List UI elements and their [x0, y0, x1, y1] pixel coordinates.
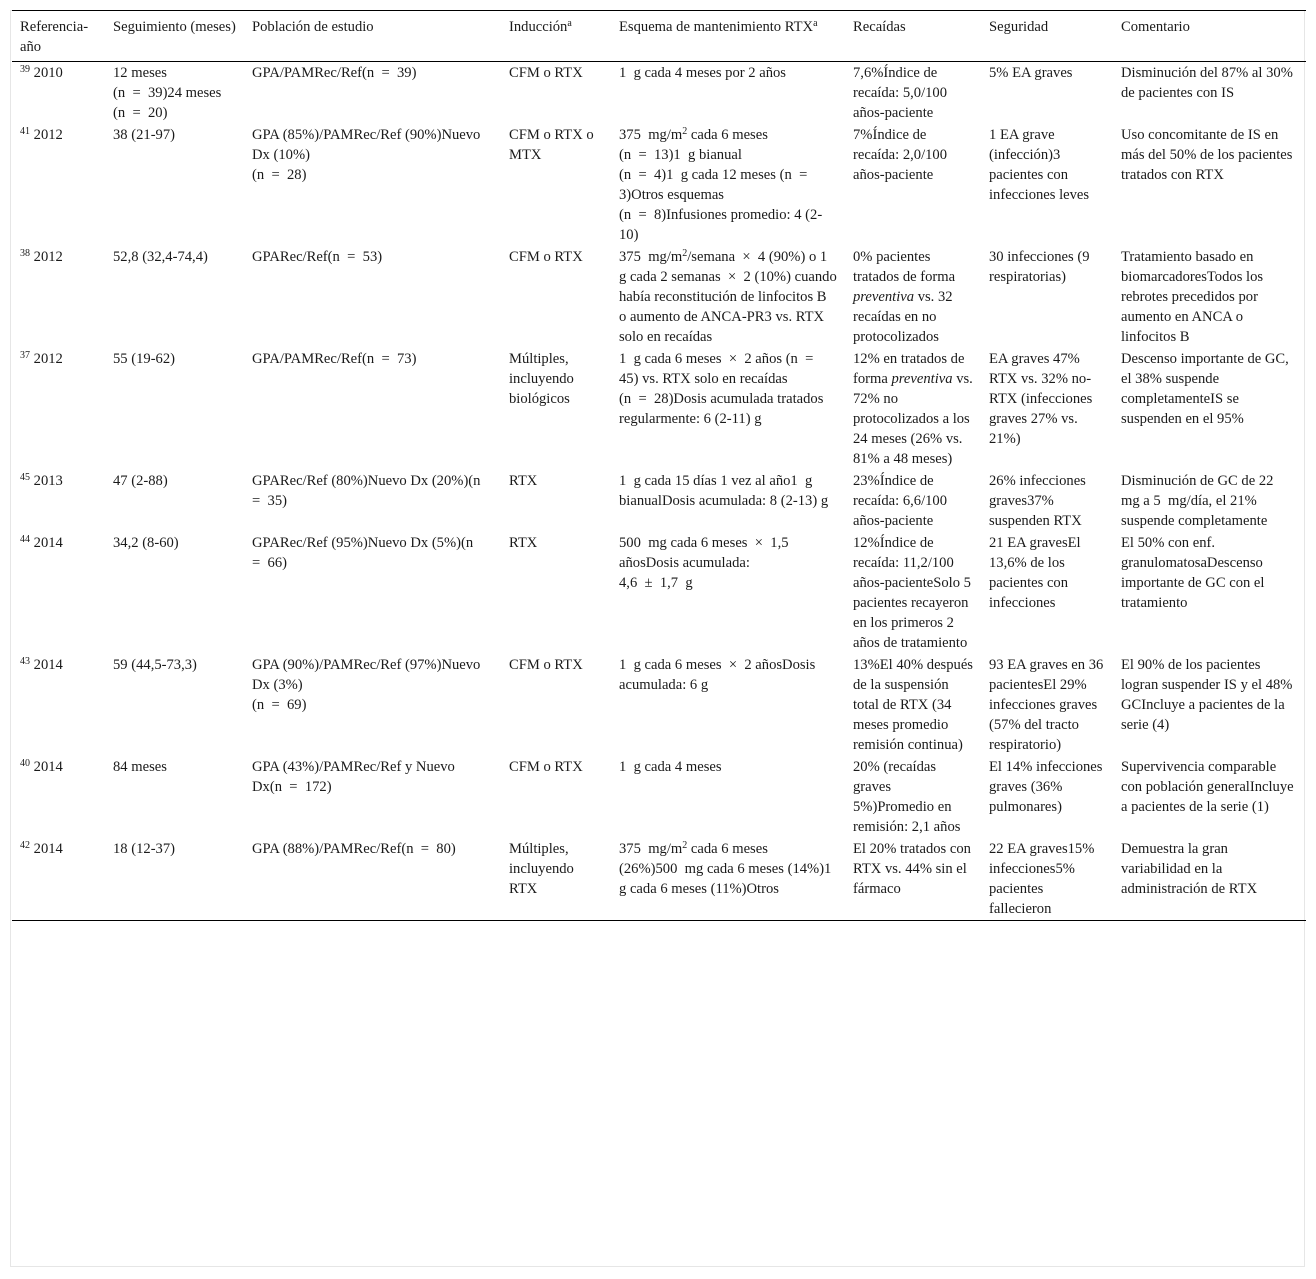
table-row — [12, 756, 1306, 838]
cell-ref — [12, 124, 105, 246]
col-header-population: Población de estudio — [252, 19, 374, 35]
ref-number: 38 — [20, 248, 30, 259]
superscript: 2 — [682, 840, 688, 851]
table-body — [12, 62, 1306, 921]
scheme-text: 375 mg/m — [619, 841, 683, 857]
cell-induction: CFM o RTX — [509, 249, 583, 265]
ref-number: 44 — [20, 534, 30, 545]
relapses-text-cont: vs. 72% no protocolizados a los 24 meses (26% vs. 81% a 48 meses) — [853, 371, 973, 467]
cell-population: GPARec/Ref(n = 53) — [252, 249, 383, 265]
cell-ref — [12, 470, 105, 532]
cell-comment: Tratamiento basado en biomarcadoresTodos los rebrotes precedidos por aumento en ANCA o linfocitos B — [1121, 249, 1264, 345]
cell-relapses — [845, 654, 981, 756]
cell-induction: Múltiples, incluyendo RTX — [509, 841, 574, 897]
cell-induction: Múltiples, incluyendo biológicos — [509, 351, 574, 407]
scheme-text: 1 g cada 4 meses — [619, 759, 722, 775]
relapses-text: 13%El 40% después de la suspensión total de RTX (34 meses promedio remisión continua) — [853, 657, 973, 753]
cell-relapses — [845, 838, 981, 921]
cell-relapses — [845, 124, 981, 246]
ref-number: 41 — [20, 126, 30, 137]
ref-year: 2010 — [33, 65, 63, 81]
relapses-text: 23%Índice de recaída: 6,6/100 años-paciente — [853, 473, 948, 529]
ref-year: 2013 — [33, 473, 63, 489]
cell-scheme — [611, 654, 845, 756]
cell-safety: EA graves 47% RTX vs. 32% no-RTX (infecciones graves 27% vs. 21%) — [989, 351, 1093, 447]
cell-population: GPA (85%)/PAMRec/Ref (90%)Nuevo Dx (10%) (n = 28) — [252, 127, 481, 183]
relapses-text: El 20% tratados con RTX vs. 44% sin el fármaco — [853, 841, 971, 897]
cell-followup: 55 (19-62) — [113, 351, 176, 367]
cell-followup: 18 (12-37) — [113, 841, 176, 857]
col-header-scheme — [611, 11, 845, 62]
relapses-text: 0% pacientes tratados de forma — [853, 249, 956, 285]
ref-number: 40 — [20, 758, 30, 769]
cell-relapses — [845, 756, 981, 838]
cell-comment: Demuestra la gran variabilidad en la administración de RTX — [1121, 841, 1258, 897]
cell-population: GPARec/Ref (95%)Nuevo Dx (5%)(n = 66) — [252, 535, 481, 571]
col-header-ref: Referencia-año — [20, 19, 89, 55]
cell-comment: Disminución de GC de 22 mg a 5 mg/día, el 21% suspende completamente — [1121, 473, 1281, 529]
cell-scheme — [611, 62, 845, 125]
cell-safety: 21 EA gravesEl 13,6% de los pacientes con infecciones — [989, 535, 1081, 611]
cell-population: GPA (90%)/PAMRec/Ref (97%)Nuevo Dx (3%) (n = 69) — [252, 657, 481, 713]
footnote-marker: a — [567, 18, 572, 29]
relapses-text: 7,6%Índice de recaída: 5,0/100 años-paciente — [853, 65, 948, 121]
table-row — [12, 124, 1306, 246]
cell-ref — [12, 532, 105, 654]
cell-induction: CFM o RTX o MTX — [509, 127, 594, 163]
scheme-text: 1 g cada 4 meses por 2 años — [619, 65, 786, 81]
relapses-text-cont: vs. 32 recaídas en no protocolizados — [853, 289, 953, 345]
cell-comment: El 50% con enf. granulomatosaDescenso importante de GC con el tratamiento — [1121, 535, 1265, 611]
cell-safety: 93 EA graves en 36 pacientesEl 29% infecciones graves (57% del tracto respiratorio) — [989, 657, 1104, 753]
table-row — [12, 838, 1306, 921]
relapses-text: 12% en tratados de forma — [853, 351, 965, 387]
scheme-text: 375 mg/m — [619, 249, 683, 265]
cell-population: GPA/PAMRec/Ref(n = 73) — [252, 351, 417, 367]
cell-safety: 5% EA graves — [989, 65, 1073, 81]
ref-year: 2014 — [33, 535, 63, 551]
ref-year: 2014 — [33, 657, 63, 673]
ref-year: 2014 — [33, 759, 63, 775]
col-header-relapses: Recaídas — [853, 19, 906, 35]
footnote-marker: a — [813, 18, 818, 29]
cell-followup: 59 (44,5-73,3) — [113, 657, 197, 673]
ref-number: 45 — [20, 472, 30, 483]
cell-relapses — [845, 62, 981, 125]
table-row — [12, 654, 1306, 756]
ref-year: 2014 — [33, 841, 63, 857]
table-row — [12, 532, 1306, 654]
cell-induction: CFM o RTX — [509, 65, 583, 81]
cell-relapses — [845, 532, 981, 654]
cell-comment: Uso concomitante de IS en más del 50% de los pacientes tratados con RTX — [1121, 127, 1293, 183]
scheme-text-cont: cada 6 meses (n = 13)1 g bianual (n = 4)1 g cada 12 meses (n = 3)Otros esquemas (n = 8)Infusiones promedio: 4 (2-10) — [619, 127, 823, 243]
col-header-comment: Comentario — [1121, 19, 1190, 35]
cell-induction: CFM o RTX — [509, 657, 583, 673]
cell-ref — [12, 756, 105, 838]
scheme-text: 1 g cada 15 días 1 vez al año1 g bianualDosis acumulada: 8 (2-13) g — [619, 473, 829, 509]
cell-followup: 12 meses (n = 39)24 meses (n = 20) — [113, 65, 222, 121]
relapses-text: 20% (recaídas graves 5%)Promedio en remisión: 2,1 años — [853, 759, 961, 835]
cell-scheme — [611, 246, 845, 348]
cell-scheme — [611, 348, 845, 470]
superscript: 2 — [682, 126, 688, 137]
cell-comment: Descenso importante de GC, el 38% suspende completamenteIS se suspenden en el 95% — [1121, 351, 1289, 427]
cell-comment: El 90% de los pacientes logran suspender IS y el 48% GCIncluye a pacientes de la serie (4) — [1121, 657, 1293, 733]
cell-population: GPA (43%)/PAMRec/Ref y Nuevo Dx(n = 172) — [252, 759, 455, 795]
cell-population: GPA/PAMRec/Ref(n = 39) — [252, 65, 417, 81]
cell-safety: 30 infecciones (9 respiratorias) — [989, 249, 1090, 285]
relapses-emphasis: preventiva — [853, 289, 915, 305]
cell-scheme — [611, 470, 845, 532]
table-row — [12, 470, 1306, 532]
ref-number: 37 — [20, 350, 30, 361]
cell-safety: El 14% infecciones graves (36% pulmonares) — [989, 759, 1103, 815]
cell-scheme — [611, 756, 845, 838]
cell-population: GPA (88%)/PAMRec/Ref(n = 80) — [252, 841, 456, 857]
cell-scheme — [611, 532, 845, 654]
cell-induction: CFM o RTX — [509, 759, 583, 775]
cell-followup: 38 (21-97) — [113, 127, 176, 143]
table-row — [12, 62, 1306, 125]
cell-safety: 26% infecciones graves37% suspenden RTX — [989, 473, 1086, 529]
relapses-text: 12%Índice de recaída: 11,2/100 años-pacienteSolo 5 pacientes recayeron en los primeros 2 años de tratamiento — [853, 535, 971, 651]
cell-induction: RTX — [509, 535, 538, 551]
cell-comment: Supervivencia comparable con población generalIncluye a pacientes de la serie (1) — [1121, 759, 1294, 815]
scheme-text: 375 mg/m — [619, 127, 683, 143]
relapses-text: 7%Índice de recaída: 2,0/100 años-paciente — [853, 127, 948, 183]
cell-safety: 1 EA grave (infección)3 pacientes con infecciones leves — [989, 127, 1090, 203]
ref-number: 39 — [20, 64, 30, 75]
cell-scheme — [611, 124, 845, 246]
table-row — [12, 246, 1306, 348]
cell-ref — [12, 62, 105, 125]
rituximab-maintenance-table — [12, 10, 1306, 921]
ref-number: 42 — [20, 840, 30, 851]
cell-followup: 47 (2-88) — [113, 473, 168, 489]
ref-year: 2012 — [33, 249, 63, 265]
cell-relapses — [845, 348, 981, 470]
cell-ref — [12, 246, 105, 348]
scheme-text: 1 g cada 6 meses × 2 añosDosis acumulada: 6 g — [619, 657, 816, 693]
cell-followup: 84 meses — [113, 759, 167, 775]
scheme-text-cont: cada 6 meses (26%)500 mg cada 6 meses (14%)1 g cada 6 meses (11%)Otros — [619, 841, 832, 897]
col-header-induction — [501, 11, 611, 62]
cell-followup: 52,8 (32,4-74,4) — [113, 249, 208, 265]
col-header-followup: Seguimiento (meses) — [113, 19, 236, 35]
cell-population: GPARec/Ref (80%)Nuevo Dx (20%)(n = 35) — [252, 473, 488, 509]
cell-relapses — [845, 470, 981, 532]
col-header-safety: Seguridad — [989, 19, 1049, 35]
cell-ref — [12, 654, 105, 756]
cell-comment: Disminución del 87% al 30% de pacientes con IS — [1121, 65, 1293, 101]
cell-followup: 34,2 (8-60) — [113, 535, 179, 551]
cell-relapses — [845, 246, 981, 348]
scheme-label: Esquema de mantenimiento RTX — [619, 19, 814, 35]
relapses-emphasis: preventiva — [891, 371, 953, 387]
table-row — [12, 348, 1306, 470]
ref-year: 2012 — [33, 127, 63, 143]
scheme-text-cont: /semana × 4 (90%) o 1 g cada 2 semanas × 2 (10%) cuando había reconstitución de linfocitos B o aumento de ANCA-PR3 vs. RTX solo en recaídas — [619, 249, 837, 345]
ref-year: 2012 — [33, 351, 63, 367]
cell-ref — [12, 838, 105, 921]
cell-ref — [12, 348, 105, 470]
header-row — [12, 11, 1306, 62]
cell-safety: 22 EA graves15% infecciones5% pacientes fallecieron — [989, 841, 1095, 917]
scheme-text: 1 g cada 6 meses × 2 años (n = 45) vs. RTX solo en recaídas (n = 28)Dosis acumulada tratados regularmente: 6 (2-11) g — [619, 351, 824, 427]
induction-label: Inducción — [509, 19, 568, 35]
scheme-text: 500 mg cada 6 meses × 1,5 añosDosis acumulada: 4,6 ± 1,7 g — [619, 535, 789, 591]
ref-number: 43 — [20, 656, 30, 667]
cell-induction: RTX — [509, 473, 538, 489]
cell-scheme — [611, 838, 845, 921]
superscript: 2 — [682, 248, 688, 259]
